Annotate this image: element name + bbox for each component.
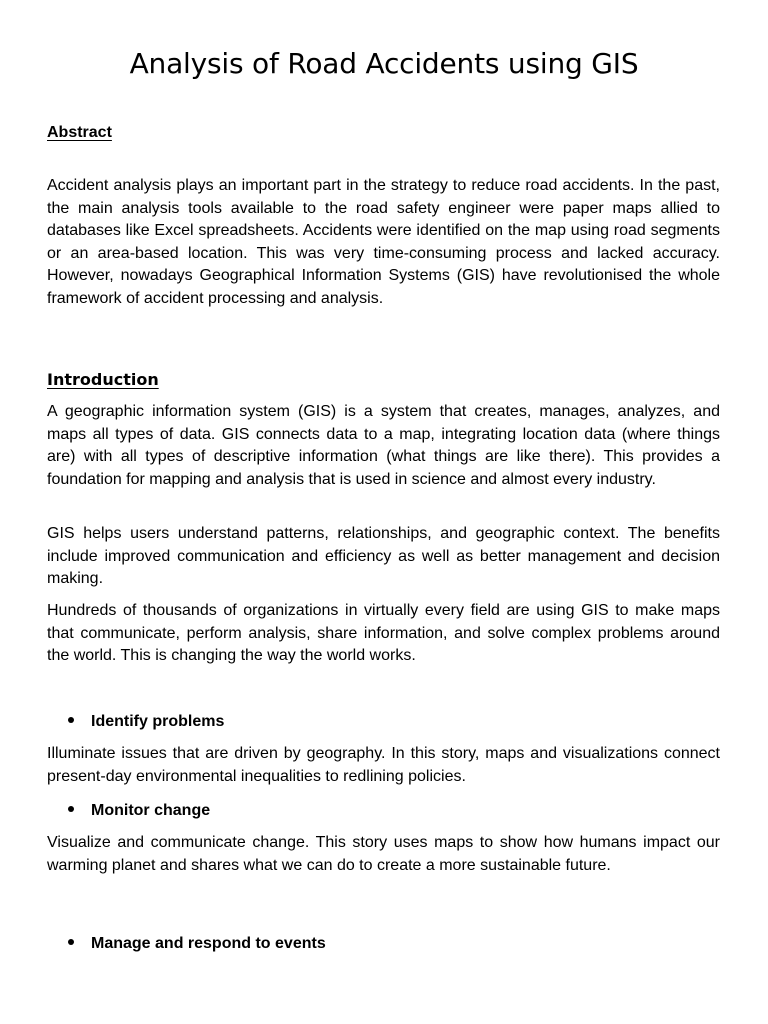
bullet-dot-icon	[68, 806, 74, 812]
introduction-heading: Introduction	[47, 370, 159, 389]
bullet-dot-icon	[68, 717, 74, 723]
bullet-paragraph: Illuminate issues that are driven by geography. In this story, maps and visualizations connect present-day environmental inequalities to redlining policies.	[47, 745, 720, 785]
bullet-label: Identify problems	[91, 713, 225, 730]
introduction-paragraph: Hundreds of thousands of organizations in virtually every field are using GIS to make maps that communicate, perform analysis, share information, and solve complex problems around the world. This is changing the way the world works.	[47, 602, 720, 664]
bullet-label: Monitor change	[91, 802, 211, 819]
introduction-paragraph: GIS helps users understand patterns, relationships, and geographic context. The benefits include improved communication and efficiency as well as better management and decision making.	[47, 525, 720, 587]
bullet-item	[68, 711, 224, 733]
bullet-dot-icon	[68, 939, 74, 945]
bullet-item	[68, 933, 326, 955]
document-title: Analysis of Road Accidents using GIS	[129, 47, 639, 80]
bullet-item	[68, 800, 210, 822]
bullet-paragraph: Visualize and communicate change. This story uses maps to show how humans impact our warming planet and shares what we can do to create a more sustainable future.	[47, 834, 720, 874]
introduction-paragraph: A geographic information system (GIS) is a system that creates, manages, analyzes, and maps all types of data. GIS connects data to a map, integrating location data (where things are) with all types of descriptive information (what things are like there). This provides a foundation for mapping and analysis that is used in science and almost every industry.	[47, 403, 720, 488]
abstract-paragraph: Accident analysis plays an important part in the strategy to reduce road accidents. In the past, the main analysis tools available to the road safety engineer were paper maps allied to databases like Excel spreadsheets. Accidents were identified on the map using road segments or an area-based location. This was very time-consuming process and lacked accuracy. However, nowadays Geographical Information Systems (GIS) have revolutionised the whole framework of accident processing and analysis.	[47, 177, 720, 307]
abstract-heading: Abstract	[47, 124, 112, 141]
bullet-label: Manage and respond to events	[91, 935, 326, 952]
